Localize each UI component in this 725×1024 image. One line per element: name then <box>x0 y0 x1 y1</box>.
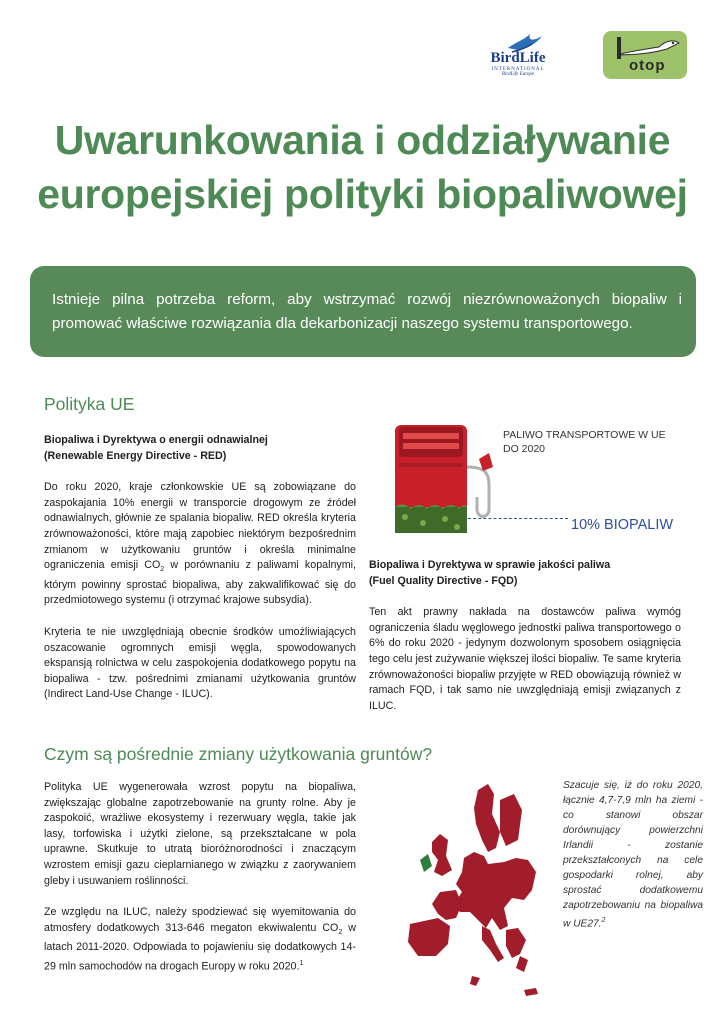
red-heading-2: (Renewable Energy Directive - RED) <box>44 449 227 462</box>
red-paragraph-part-b: w porównaniu z paliwami kopalnymi, którym powinny sprostać biopaliwa, aby zakwalifikować się do przedmiotowego systemu (i otrzymać krajowe subsydia). <box>44 559 356 607</box>
otop-logo <box>603 31 687 79</box>
section-title-eu-policy: Polityka UE <box>44 394 135 414</box>
page-title <box>20 113 705 221</box>
banner-text: Istnieje pilna potrzeba reform, aby wstrzymać rozwój niezrównoważonych biopaliw i promować właściwe rozwiązania dla dekarbonizacji naszego systemu transportowego. <box>52 291 682 332</box>
iluc-emissions-part-a: Ze względu na ILUC, należy spodziewać się wyemitowania do atmosfery dodatkowych 313-646 megaton ekwiwalentu CO <box>44 906 356 934</box>
footnote-ref-2: 2 <box>601 917 606 924</box>
section-title-iluc: Czym są pośrednie zmiany użytkowania gruntów? <box>44 744 433 764</box>
co2-subscript: 2 <box>160 566 165 574</box>
side-note-body: Szacuje się, iż do roku 2020, łącznie 4,7-7,9 mln ha ziemi - co stanowi obszar dorównujący powierzchni Irlandii - zostanie przekształconych na cele gospodarki rolnej, aby sprostać dodatkowemu zapotrzebowaniu na biopaliwa w UE27. <box>563 780 703 930</box>
iluc-demand-paragraph: Polityka UE wygenerowała wzrost popytu na biopaliwa, zwiększając globalne zapotrzebowanie na grunty rolne. Aby je zaspokoić, wrażliwe ekosystemy i rezerwuary węgla, takie jak lasy, torfowiska i użytki zielone, są przekształcane w pola uprawne. Skutkuje to utratą bioróżnorodności i znaczącym wzrostem emisji gazu cieplarnianego w związku z zaorywaniem gleby i usuwaniem roślinności. <box>44 781 356 887</box>
fqd-heading-2: (Fuel Quality Directive - FQD) <box>369 574 518 587</box>
birdlife-region: BirdLife Europe <box>501 72 535 77</box>
birdlife-name: BirdLife <box>490 50 546 66</box>
birdlife-sub: INTERNATIONAL <box>491 67 545 72</box>
red-column <box>44 433 356 703</box>
red-paragraph <box>44 480 356 609</box>
iluc-side-note <box>563 778 703 931</box>
iluc-emissions-part-b: w latach 2011-2020. Odpowiada to pojawieniu się dodatkowych 14-29 mln samochodów na drogach Europy w roku 2020. <box>44 921 356 973</box>
red-heading-1: Biopaliwa i Dyrektywa o energii odnawialnej <box>44 434 268 446</box>
pump-label-line-2: DO 2020 <box>503 443 546 455</box>
red-paragraph-part-a: Do roku 2020, kraje członkowskie UE są zobowiązane do zaspokajania 10% energii w transporcie drogowym ze źródeł odnawialnych, głównie ze spalania biopaliw. RED określa kryteria zrównoważoności, które mają zapobiec niektórym bezpośrednim zmianom w użytkowaniu gruntów i określa minimalne ograniczenia emisji CO <box>44 481 356 572</box>
title-line-1: Uwarunkowania i oddziaływanie <box>54 117 671 163</box>
europe-map-illustration <box>396 780 546 1010</box>
birdlife-logo <box>478 30 558 94</box>
title-line-2: europejskiej polityki biopaliwowej <box>37 171 688 217</box>
side-note-text <box>563 778 703 931</box>
biofuel-share-label: 10% BIOPALIW <box>571 517 674 533</box>
summary-banner <box>30 266 696 357</box>
co2-subscript: 2 <box>338 928 343 936</box>
pump-label <box>503 428 666 456</box>
fqd-paragraph: Ten akt prawny nakłada na dostawców paliwa wymóg ograniczenia śladu węglowego jednostki paliwa transportowego o 6% do roku 2020 - jedynym dozwolonym sposobem osiągnięcia tego celu jest zużywanie większej ilości biopaliw. Te same kryteria zrównoważoności biopaliw przyjęte w RED obowiązują również w ramach FQD, i tak samo nie uwzględniają emisji związanych z ILUC. <box>369 606 681 712</box>
bird-icon <box>506 30 546 54</box>
biofuel-share-line <box>468 518 568 519</box>
iluc-column <box>44 780 356 975</box>
fqd-heading-1: Biopaliwa i Dyrektywa w sprawie jakości paliwa <box>369 559 611 571</box>
footnote-ref-1: 1 <box>299 960 304 968</box>
pump-label-line-1: PALIWO TRANSPORTOWE W UE <box>503 429 666 441</box>
iluc-paragraph: Kryteria te nie uwzględniają obecnie środków umożliwiających oszacowanie ogromnych emisji węgla, spowodowanych ekspansją rolnictwa w celu zaspokojenia dodatkowego popytu na biopaliwa - tzw. pośrednimi zmianami użytkowania gruntów (Indirect Land-Use Change - ILUC). <box>44 626 356 701</box>
fqd-column <box>369 558 681 714</box>
otop-wordmark: otop <box>629 57 666 74</box>
iluc-emissions-paragraph <box>44 905 356 975</box>
